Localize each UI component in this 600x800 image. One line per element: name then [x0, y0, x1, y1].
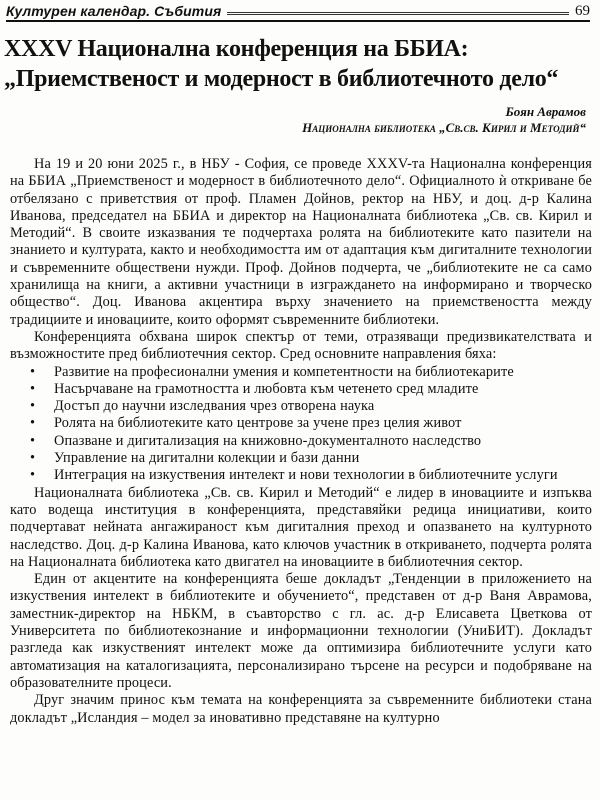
running-head — [6, 2, 590, 22]
list-item: • Насърчаване на грамотността и любовта към четенето сред младите — [54, 381, 592, 398]
topics-list — [10, 364, 592, 485]
list-item: • Достъп до научни изследвания чрез отворена наука — [54, 398, 592, 415]
list-item: • Опазване и дигитализация на книжовно-документалното наследство — [54, 433, 592, 450]
article-title-line-1: XXXV Национална конференция на ББИА: — [4, 36, 469, 62]
article-body — [10, 156, 592, 727]
list-item: • Управление на дигитални колекции и бази данни — [54, 450, 592, 467]
paragraph: На 19 и 20 юни 2025 г., в НБУ - София, се проведе XXXV-та Национална конференция на ББИА „Приемственост и модерност в библиотечното дело“. Официалното ѝ откриване бе отбелязано с приветствия от проф. Пламен Дойнов, ректор на НБУ, и доц. д-р Калина Иванова, председател на ББИА и директор на Националната библиотека „Св. св. Кирил и Методий“. В своите изказвания те подчертаха ролята на библиотеките като пазители на знанието и културата, както и необходимостта им от адаптация към дигиталните технологии и съвременните обществени нужди. Проф. Дойнов подчерта, че „библиотеките не са само хранилища на книги, а активни участници в изграждането на информирано и творческо общество“. Доц. Иванова акцентира върху значението на приемствеността между традициите и иновациите, които оформят съвременните библиотеки. — [10, 156, 592, 328]
paragraph: Националната библиотека „Св. св. Кирил и Методий“ е лидер в иновациите и изпъква като водеща институция в конференцията, представяйки редица инициативи, които подчертават нейната ангажираност към дигиталния преход и опазването на културното наследство. Доц. д-р Калина Иванова, като ключов участник в откриването, подчерта ролята на Националната библиотека като двигател на иновациите в библиотечния сектор. — [10, 484, 592, 570]
byline — [302, 104, 586, 136]
paragraph: Конференцията обхвана широк спектър от теми, отразяващи предизвикателствата и възможностите пред библиотечния сектор. Сред основните направления бяха: — [10, 328, 592, 363]
list-item: • Ролята на библиотеките като центрове за учене през целия живот — [54, 415, 592, 432]
list-item: • Интеграция на изкуствения интелект и нови технологии в библиотечните услуги — [54, 467, 592, 484]
paragraph: Един от акцентите на конференцията беше докладът „Тенденции в приложението на изкуствения интелект в библиотеките и обучението“, представен от д-р Ваня Аврамова, заместник-директор на НБКМ, в съавторство с гл. ас. д-р Елисавета Цветкова от Университета по библиотекознание и информационни технологии (УниБИТ). Докладът разгледа как изкуственият интелект може да оптимизира библиотечните услуги като автоматизация на каталогизацията, персонализирано търсене на ресурси и подобряване на образователните процеси. — [10, 571, 592, 691]
paragraph: Друг значим принос към темата на конференцията за съвременните библиотеки стана докладът „Исландия – модел за иновативно представяне на културно — [10, 692, 592, 726]
list-item: • Развитие на професионални умения и компетентности на библиотекарите — [54, 364, 592, 381]
article-title — [4, 34, 596, 94]
article-title-line-2: „Приемственост и модерност в библиотечното дело“ — [4, 66, 559, 92]
author-name: Боян Аврамов — [505, 104, 586, 119]
author-affiliation: Национална библиотека „Св.св. Кирил и Методий“ — [302, 120, 586, 135]
running-head-rule — [227, 12, 569, 15]
page-number: 69 — [575, 3, 590, 19]
running-head-title: Културен календар. Събития — [6, 3, 222, 19]
